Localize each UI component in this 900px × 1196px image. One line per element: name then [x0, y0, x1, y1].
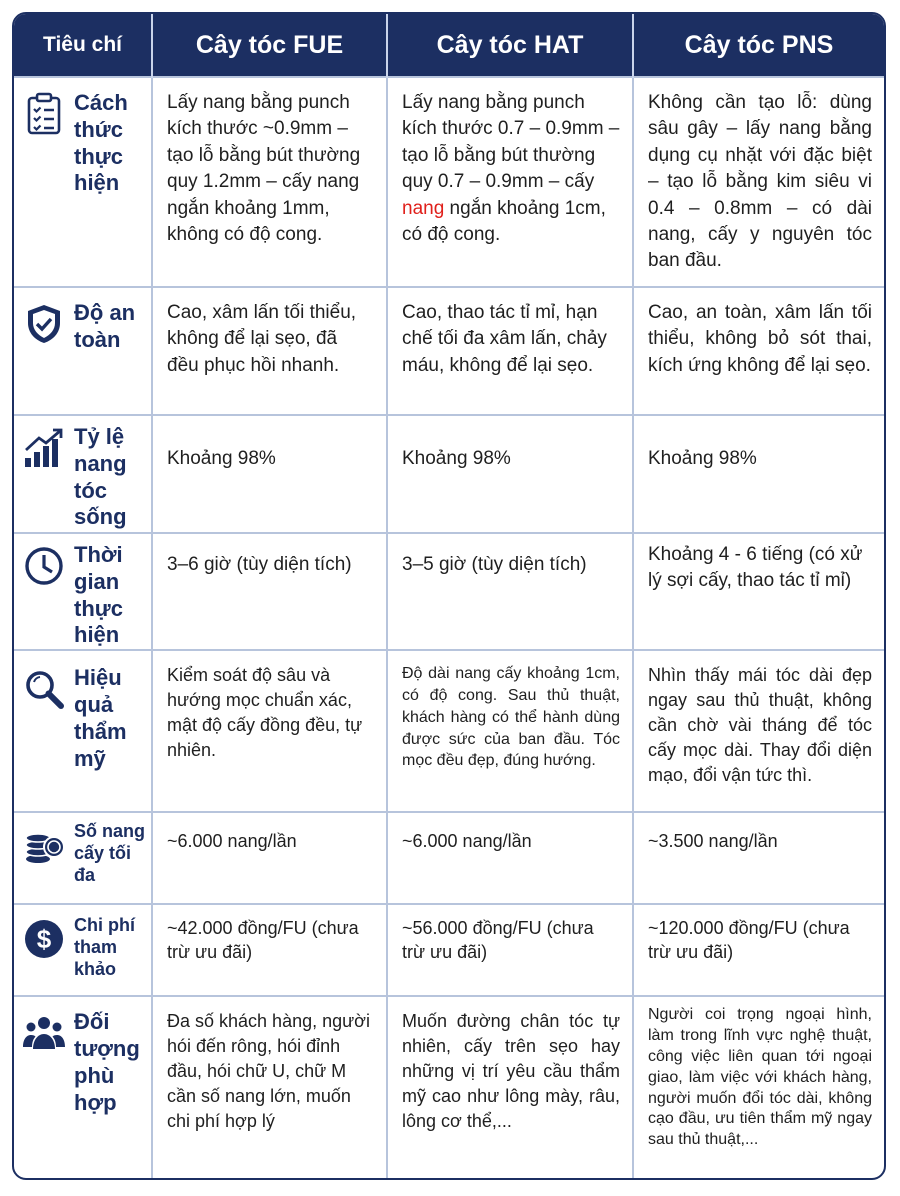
hat-cell [387, 287, 633, 415]
header-fue: Cây tóc FUE [152, 14, 387, 77]
comparison-table-frame [12, 12, 886, 1180]
hat-text: ~56.000 đồng/FU (chưa trừ ưu đãi) [402, 918, 594, 963]
hat-text: Muốn đường chân tóc tự nhiên, cấy trên sẹo hay những vị trí yêu cầu thẩm mỹ cao như lông mày, râu, lông cơ thể,... [402, 1011, 620, 1132]
dollar-coin-icon [22, 917, 66, 961]
pns-cell [633, 996, 884, 1180]
hat-text: Độ dài nang cấy khoảng 1cm, có độ cong. Sau thủ thuật, khách hàng có thể hành dùng được sức của ban đầu. Tóc mọc đều đẹp, đúng hướng. [402, 665, 620, 770]
hat-highlight-text: nang [402, 197, 445, 219]
fue-cell [152, 996, 387, 1180]
criteria-label: Thời gian thực hiện [74, 542, 123, 648]
pns-cell [633, 904, 884, 996]
table-row [14, 77, 884, 287]
clock-icon [22, 544, 66, 588]
fue-text: ~6.000 nang/lần [167, 831, 297, 852]
hat-cell [387, 533, 633, 650]
fue-text: 3–6 giờ (tùy diện tích) [167, 554, 352, 575]
header-row [14, 14, 884, 77]
fue-cell [152, 650, 387, 812]
header-criteria: Tiêu chí [14, 14, 152, 77]
table-row [14, 996, 884, 1180]
criteria-label: Hiệu quả thẩm mỹ [74, 665, 127, 771]
people-group-icon [22, 1011, 66, 1055]
fue-text: Cao, xâm lấn tối thiểu, không để lại sẹo, đã đều phục hồi nhanh. [167, 302, 357, 376]
criteria-label: Tỷ lệ nang tóc sống [74, 424, 127, 530]
criteria-cell [14, 650, 152, 812]
hat-cell [387, 415, 633, 533]
pns-cell [633, 533, 884, 650]
criteria-cell [14, 533, 152, 650]
criteria-cell [14, 287, 152, 415]
pns-cell [633, 415, 884, 533]
pns-cell [633, 812, 884, 904]
pns-cell [633, 287, 884, 415]
hat-cell [387, 904, 633, 996]
pns-text: Không cần tạo lỗ: dùng sâu gây – lấy nang bằng dụng cụ nhặt với đặc biệt – tạo lỗ bằng kim siêu vi 0.4 – 0.8mm – có dài nang, cấy y nguyên tóc ban đầu. [648, 92, 872, 272]
pns-text: Người coi trọng ngoại hình, làm trong lĩnh vực nghệ thuật, công việc liên quan tới ngoại giao, làm việc với khách hàng, người muốn đổi tóc dài, không cạo đầu, ưu tiên thẩm mỹ ngay sau thủ thuật,... [648, 1006, 872, 1149]
coin-stack-icon [22, 823, 66, 867]
criteria-cell [14, 812, 152, 904]
hat-text: 3–5 giờ (tùy diện tích) [402, 554, 587, 575]
criteria-label: Số nang cấy tối đa [74, 821, 145, 886]
hat-cell [387, 996, 633, 1180]
svg-text:$: $ [36, 924, 52, 955]
fue-cell [152, 77, 387, 287]
pns-text: Khoảng 98% [648, 448, 757, 469]
hat-cell [387, 650, 633, 812]
criteria-cell [14, 996, 152, 1180]
criteria-cell [14, 77, 152, 287]
hat-text-part: ngắn khoảng 1cm, có độ cong. [402, 197, 606, 246]
header-pns: Cây tóc PNS [633, 14, 884, 77]
hat-text: Khoảng 98% [402, 448, 511, 469]
table-row [14, 533, 884, 650]
fue-cell [152, 415, 387, 533]
hat-text: ~6.000 nang/lần [402, 831, 532, 852]
comparison-table [14, 14, 884, 1180]
pns-text: ~120.000 đồng/FU (chưa trừ ưu đãi) [648, 918, 850, 963]
fue-cell [152, 533, 387, 650]
criteria-label: Chi phí tham khảo [74, 915, 135, 980]
hat-cell [387, 812, 633, 904]
fue-cell [152, 904, 387, 996]
bar-chart-growth-icon [22, 426, 66, 470]
hat-text: Cao, thao tác tỉ mỉ, hạn chế tối đa xâm lấn, chảy máu, không để lại sẹo. [402, 302, 607, 376]
criteria-label: Độ an toàn [74, 300, 136, 352]
fue-text: Lấy nang bằng punch kích thước ~0.9mm – tạo lỗ bằng bút thường quy 1.2mm – cấy nang ngắn khoảng 1mm, không có độ cong. [167, 92, 361, 246]
table-row [14, 415, 884, 533]
hat-cell [387, 77, 633, 287]
pns-cell [633, 77, 884, 287]
fue-cell [152, 287, 387, 415]
pns-cell [633, 650, 884, 812]
table-row [14, 287, 884, 415]
criteria-label: Đối tượng phù hợp [74, 1009, 140, 1115]
criteria-cell [14, 415, 152, 533]
fue-text: Đa số khách hàng, người hói đến rông, hói đỉnh đầu, hói chữ U, chữ M cần số nang lớn, muốn chi phí hợp lý [167, 1011, 370, 1132]
pns-text: ~3.500 nang/lần [648, 831, 778, 852]
criteria-label: Cách thức thực hiện [74, 90, 128, 196]
fue-text: Khoảng 98% [167, 448, 276, 469]
criteria-cell [14, 904, 152, 996]
pns-text: Khoảng 4 - 6 tiếng (có xử lý sợi cấy, thao tác tỉ mỉ) [648, 544, 863, 592]
table-row [14, 812, 884, 904]
pns-text: Cao, an toàn, xâm lấn tối thiểu, không bỏ sót thai, kích ứng không để lại sẹo. [648, 302, 872, 376]
hat-text [388, 78, 632, 248]
pns-text: Nhìn thấy mái tóc dài đẹp ngay sau thủ thuật, không cần chờ vài tháng để tóc cấy mọc dài. Thay đổi diện mạo, đổi vận tức thì. [648, 665, 872, 786]
magnifier-icon [22, 667, 66, 711]
fue-cell [152, 812, 387, 904]
fue-text: Kiểm soát độ sâu và hướng mọc chuẩn xác, mật độ cấy đồng đều, tự nhiên. [167, 665, 363, 761]
clipboard-checklist-icon [22, 92, 66, 136]
fue-text: ~42.000 đồng/FU (chưa trừ ưu đãi) [167, 918, 359, 963]
header-hat: Cây tóc HAT [387, 14, 633, 77]
table-row [14, 650, 884, 812]
hat-text-part: Lấy nang bằng punch kích thước 0.7 – 0.9mm – tạo lỗ bằng bút thường quy 0.7 – 0.9mm – cấy [402, 92, 620, 193]
shield-check-icon [22, 302, 66, 346]
table-row [14, 904, 884, 996]
